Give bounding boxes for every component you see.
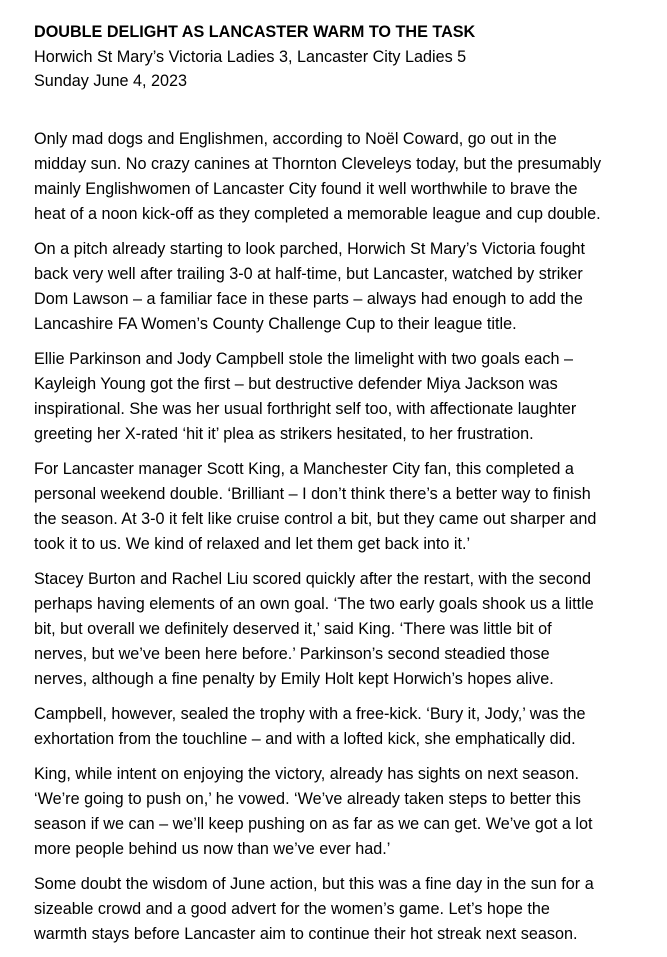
text-line: King, while intent on enjoying the victory, already has sights on next season. xyxy=(34,765,579,783)
text-line: For Lancaster manager Scott King, a Manchester City fan, this completed a xyxy=(34,460,574,478)
text-line: Dom Lawson – a familiar face in these parts – always had enough to add the xyxy=(34,290,583,308)
article-paragraph xyxy=(34,127,644,227)
text-line: Some doubt the wisdom of June action, but this was a fine day in the sun for a xyxy=(34,875,594,893)
match-score-line: Horwich St Mary’s Victoria Ladies 3, Lancaster City Ladies 5 xyxy=(34,48,467,66)
text-line: inspirational. She was her usual forthright self too, with affectionate laughter xyxy=(34,400,577,418)
text-line: the season. At 3-0 it felt like cruise control a bit, but they came out sharper and xyxy=(34,510,597,528)
text-line: nerves, but we’ve been here before.’ Parkinson’s second steadied those xyxy=(34,645,550,663)
text-line: perhaps having elements of an own goal. ‘The two early goals shook us a little xyxy=(34,595,594,613)
text-line: heat of a noon kick-off as they completed a memorable league and cup double. xyxy=(34,205,601,223)
article-headline: DOUBLE DELIGHT AS LANCASTER WARM TO THE TASK xyxy=(34,23,476,41)
text-line: exhortation from the touchline – and with a lofted kick, she emphatically did. xyxy=(34,730,576,748)
article-paragraph xyxy=(34,702,644,752)
match-date: Sunday June 4, 2023 xyxy=(34,72,188,90)
text-line: Ellie Parkinson and Jody Campbell stole the limelight with two goals each – xyxy=(34,350,573,368)
article-paragraph xyxy=(34,872,644,947)
text-line: ‘We’re going to push on,’ he vowed. ‘We’ve already taken steps to better this xyxy=(34,790,581,808)
text-line: more people behind us now than we’ve ever had.’ xyxy=(34,840,391,858)
article-paragraph xyxy=(34,567,644,692)
article-paragraph xyxy=(34,237,644,337)
article-paragraph xyxy=(34,347,644,447)
document-page xyxy=(34,20,644,957)
article-body xyxy=(34,127,644,947)
article-paragraph xyxy=(34,762,644,862)
text-line: personal weekend double. ‘Brilliant – I don’t think there’s a better way to finish xyxy=(34,485,591,503)
article-paragraph xyxy=(34,457,644,557)
text-line: Kayleigh Young got the first – but destructive defender Miya Jackson was xyxy=(34,375,558,393)
text-line: bit, but overall we definitely deserved it,’ said King. ‘There was little bit of xyxy=(34,620,552,638)
text-line: On a pitch already starting to look parched, Horwich St Mary’s Victoria fought xyxy=(34,240,585,258)
text-line: took it to us. We kind of relaxed and let them get back into it.’ xyxy=(34,535,471,553)
text-line: Only mad dogs and Englishmen, according to Noël Coward, go out in the xyxy=(34,130,557,148)
text-line: greeting her X-rated ‘hit it’ plea as strikers hesitated, to her frustration. xyxy=(34,425,534,443)
text-line: midday sun. No crazy canines at Thornton Cleveleys today, but the presumably xyxy=(34,155,602,173)
text-line: warmth stays before Lancaster aim to continue their hot streak next season. xyxy=(34,925,578,943)
text-line: season if we can – we’ll keep pushing on as far as we can get. We’ve got a lot xyxy=(34,815,593,833)
text-line: back very well after trailing 3-0 at half-time, but Lancaster, watched by striker xyxy=(34,265,583,283)
text-line: mainly Englishwomen of Lancaster City found it well worthwhile to brave the xyxy=(34,180,578,198)
text-line: Stacey Burton and Rachel Liu scored quickly after the restart, with the second xyxy=(34,570,591,588)
text-line: Campbell, however, sealed the trophy with a free-kick. ‘Bury it, Jody,’ was the xyxy=(34,705,586,723)
text-line: sizeable crowd and a good advert for the women’s game. Let’s hope the xyxy=(34,900,550,918)
text-line: Lancashire FA Women’s County Challenge Cup to their league title. xyxy=(34,315,517,333)
text-line: nerves, although a fine penalty by Emily Holt kept Horwich’s hopes alive. xyxy=(34,670,554,688)
